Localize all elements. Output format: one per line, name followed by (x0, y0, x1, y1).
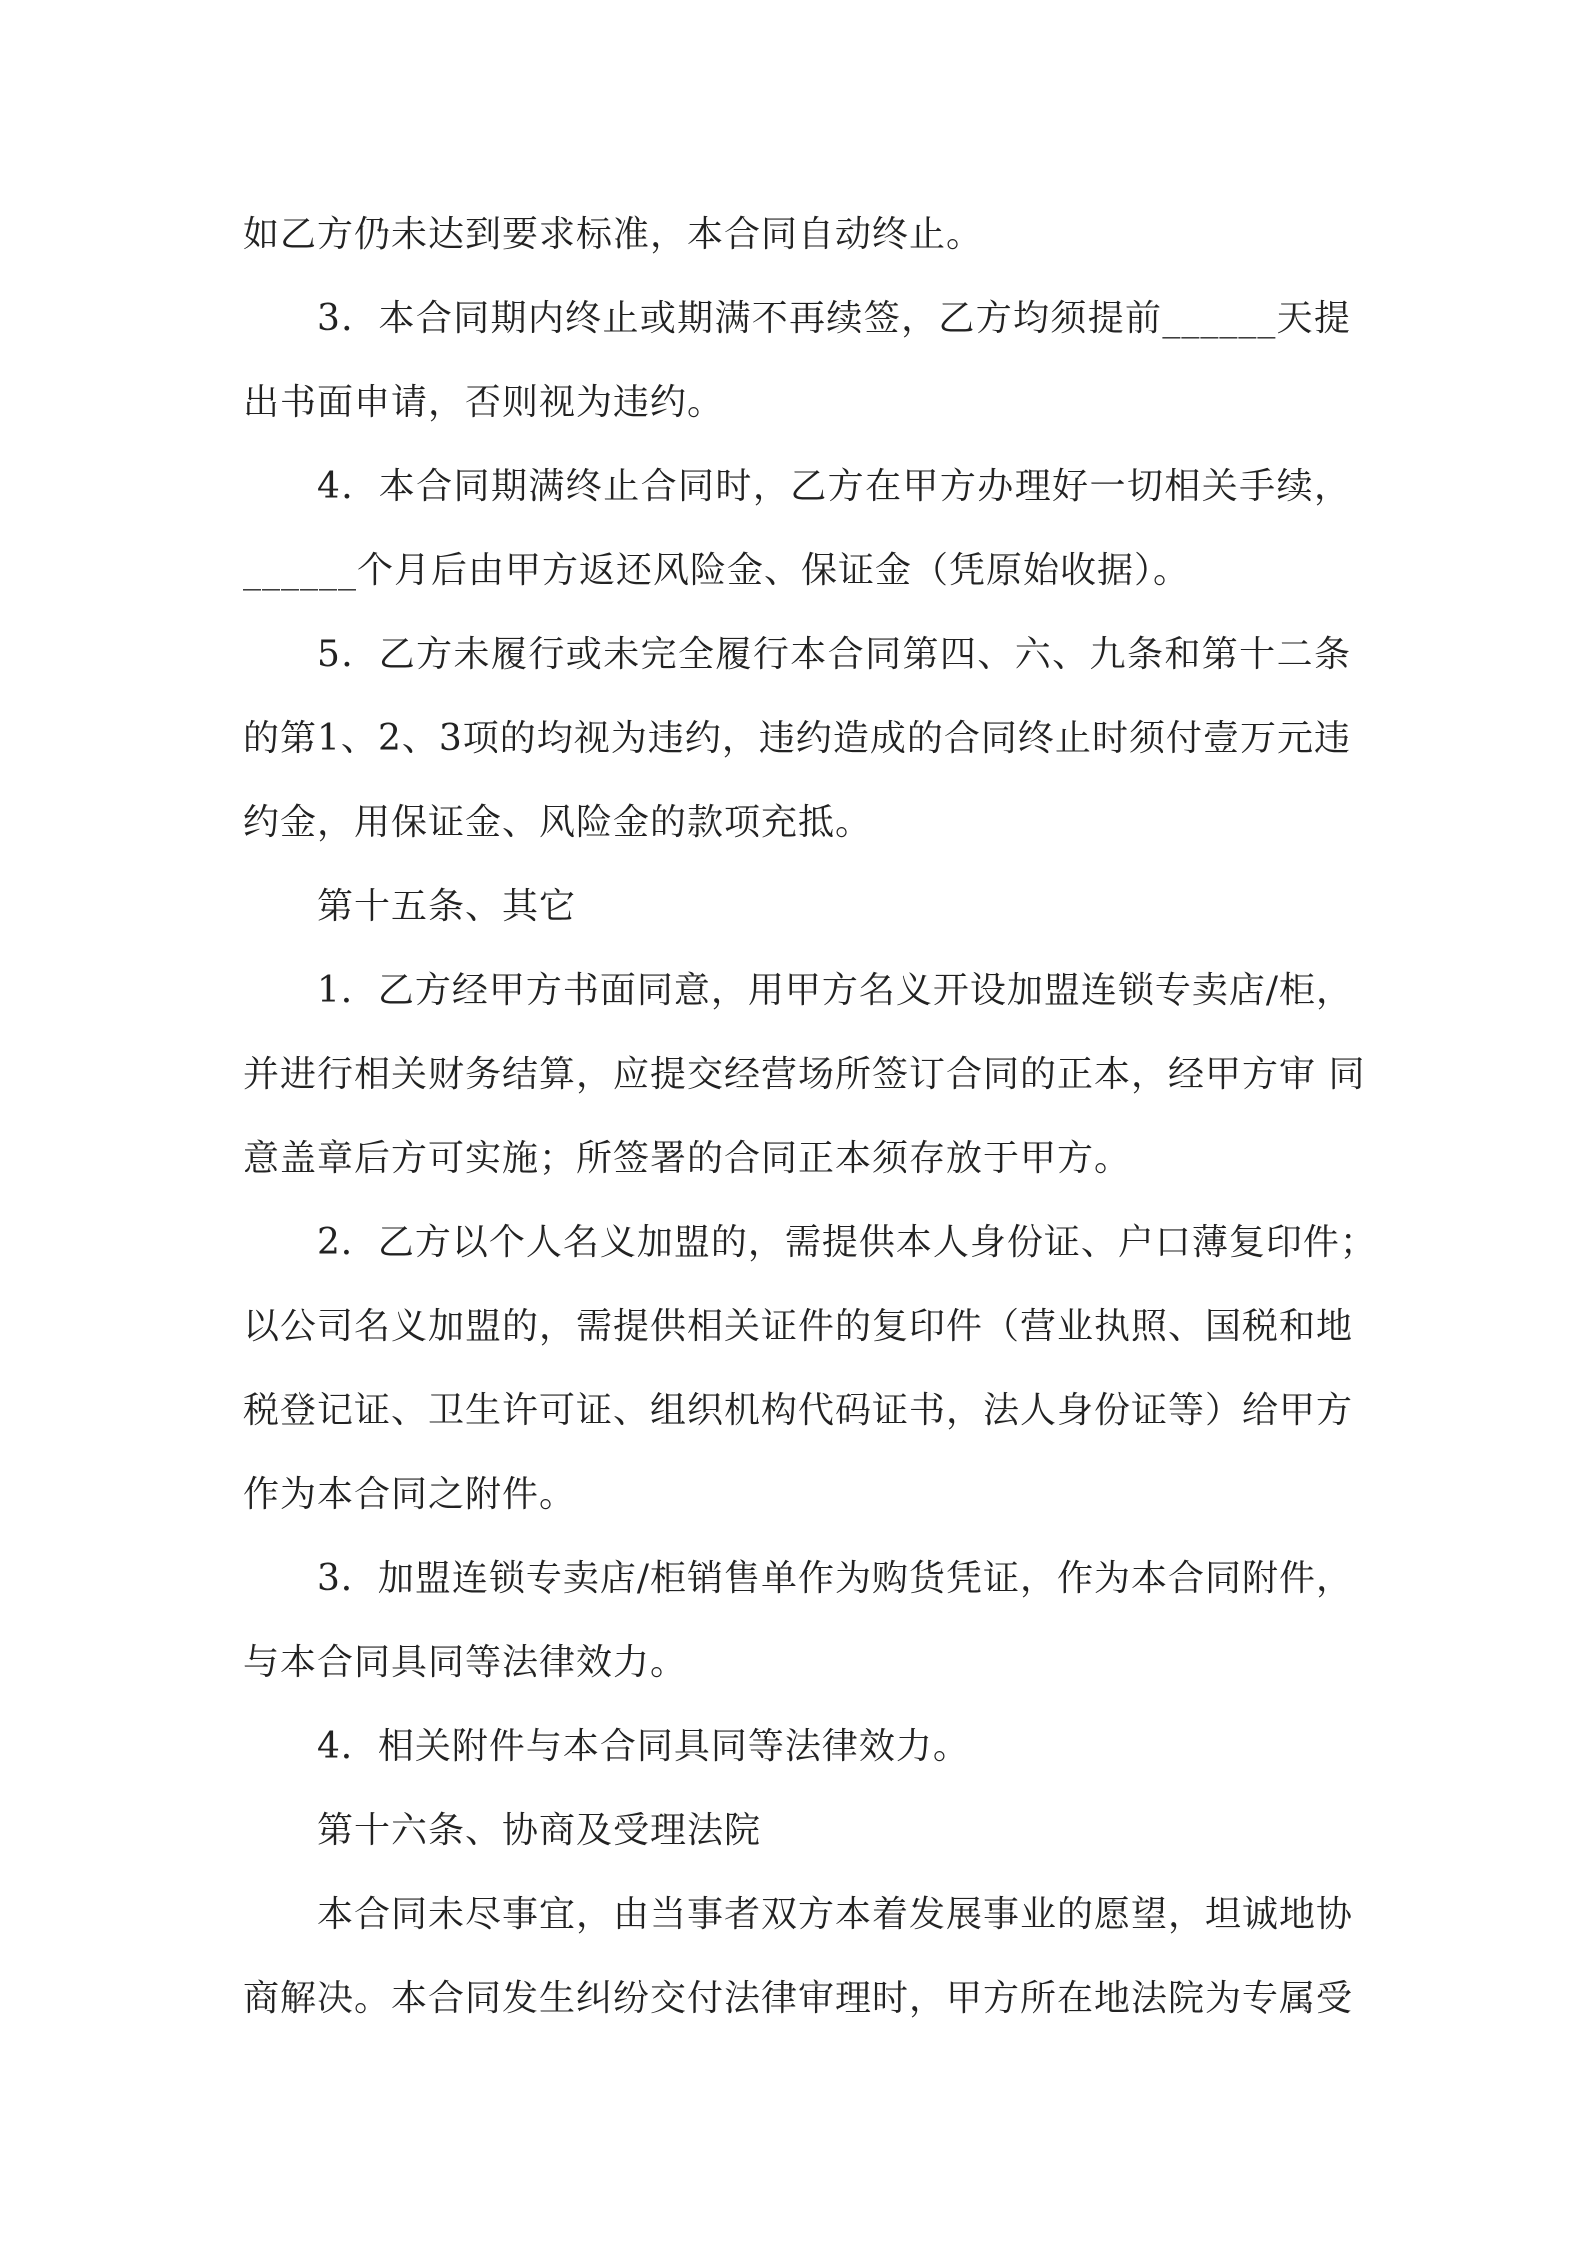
text-line: 4．本合同期满终止合同时，乙方在甲方办理好一切相关手续， (317, 466, 1351, 507)
text-line: 2．乙方以个人名义加盟的，需提供本人身份证、户口薄复印件； (317, 1222, 1377, 1263)
text-line: 商解决。本合同发生纠纷交付法律审理时，甲方所在地法院为专属受 (243, 1978, 1354, 2019)
text-line: 5．乙方未履行或未完全履行本合同第四、六、九条和第十二条 (317, 634, 1351, 675)
text-line: 与本合同具同等法律效力。 (243, 1642, 688, 1683)
text-line: 并进行相关财务结算，应提交经营场所签订合同的正本，经甲方审 同 (243, 1054, 1366, 1095)
text-line: 4．相关附件与本合同具同等法律效力。 (317, 1726, 970, 1767)
text-line: 出书面申请，否则视为违约。 (243, 382, 725, 423)
text-line: 意盖章后方可实施；所签署的合同正本须存放于甲方。 (243, 1138, 1132, 1179)
text-line: 本合同未尽事宜，由当事者双方本着发展事业的愿望，坦诚地协 (317, 1894, 1354, 1935)
text-line: 以公司名义加盟的，需提供相关证件的复印件（营业执照、国税和地 (243, 1306, 1354, 1347)
text-line: 的第1、2、3项的均视为违约，违约造成的合同终止时须付壹万元违 (243, 718, 1351, 759)
text-line: 约金，用保证金、风险金的款项充抵。 (243, 802, 873, 843)
text-line: 3．加盟连锁专卖店/柜销售单作为购货凭证，作为本合同附件， (317, 1558, 1354, 1599)
text-line: 作为本合同之附件。 (243, 1474, 577, 1515)
contract-text (243, 205, 1377, 2053)
section-heading: 第十五条、其它 (317, 886, 577, 927)
text-line: 3．本合同期内终止或期满不再续签，乙方均须提前______天提 (317, 298, 1351, 339)
text-line: 1．乙方经甲方书面同意，用甲方名义开设加盟连锁专卖店/柜， (317, 970, 1354, 1011)
text-line: 税登记证、卫生许可证、组织机构代码证书，法人身份证等）给甲方 (243, 1390, 1354, 1431)
text-line: ______个月后由甲方返还风险金、保证金（凭原始收据）。 (243, 550, 1191, 591)
section-heading: 第十六条、协商及受理法院 (317, 1810, 762, 1851)
text-line: 如乙方仍未达到要求标准，本合同自动终止。 (243, 214, 984, 255)
